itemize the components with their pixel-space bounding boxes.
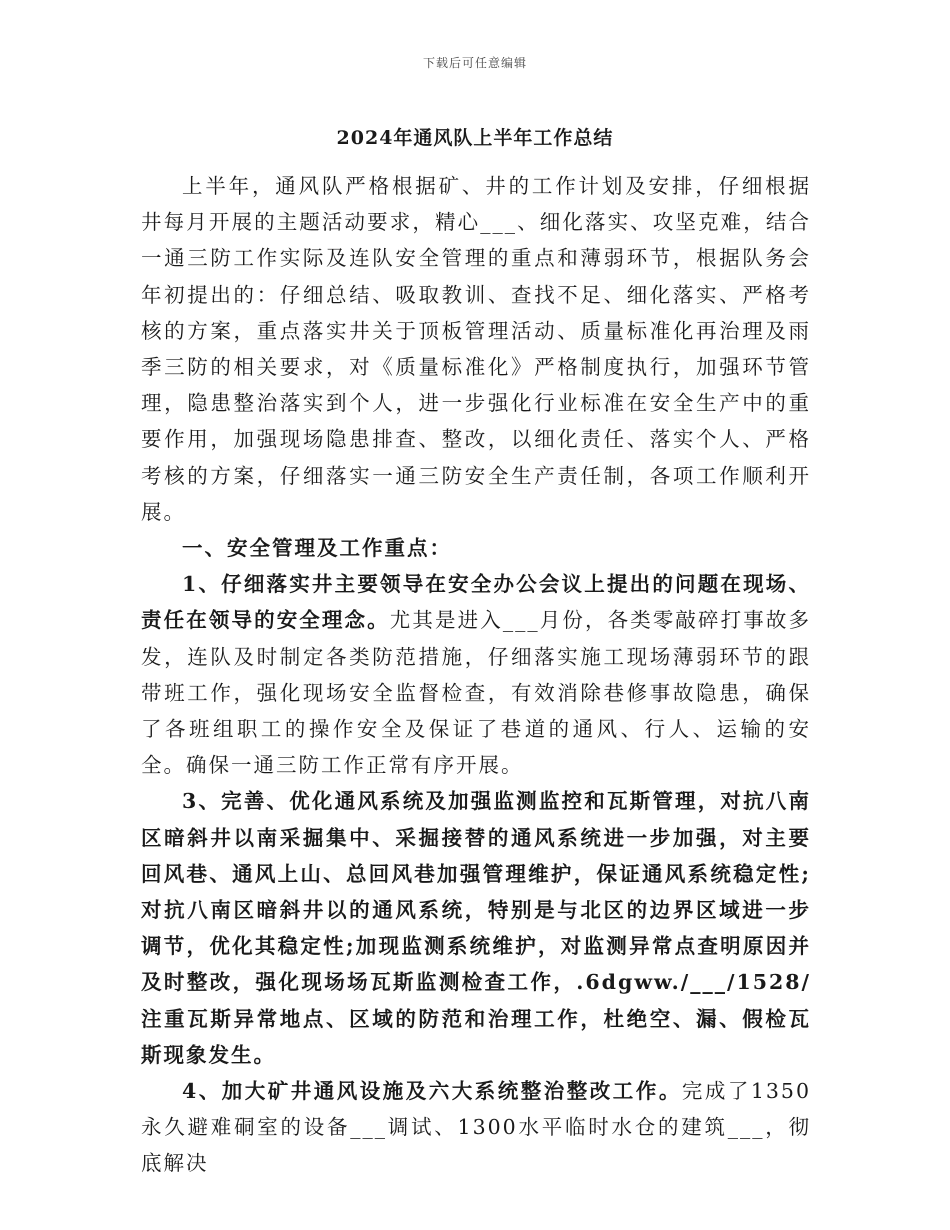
document-body <box>141 168 811 1182</box>
section-heading-text: 一、安全管理及工作重点： <box>182 536 452 561</box>
paragraph-item-3 <box>141 783 811 1073</box>
paragraph-lead: 1、仔细落实井主要领导在安全办公会议上提出的问题在现场、责任在领导的安全理念。 <box>141 572 811 633</box>
paragraph-intro <box>141 168 811 530</box>
document-title: 2024年通风队上半年工作总结 <box>336 127 614 149</box>
paragraph-text: 尤其是进入___月份，各类零敲碎打事故多发，连队及时制定各类防范措施，仔细落实施工现场薄弱环节的跟带班工作，强化现场安全监督检查，有效消除巷修事故隐患，确保了各班组职工的操作安全及保证了巷道的通风、行人、运输的安全。确保一通三防工作正常有序开展。 <box>141 608 812 778</box>
paragraph-item-4 <box>141 1073 811 1182</box>
paragraph-text: 完成了1350永久避难硐室的设备___调试、1300水平临时水仓的建筑___，彻底解决 <box>141 1079 812 1176</box>
header-note: 下载后可任意编辑 <box>422 56 527 70</box>
section-heading <box>141 530 811 566</box>
paragraph-lead: 4、加大矿井通风设施及六大系统整治整改工作。 <box>182 1079 682 1104</box>
paragraph-text: 上半年，通风队严格根据矿、井的工作计划及安排，仔细根据井每月开展的主题活动要求，精心___、细化落实、攻坚克难，结合一通三防工作实际及连队安全管理的重点和薄弱环节，根据队务会年初提出的：仔细总结、吸取教训、查找不足、细化落实、严格考核的方案，重点落实井关于顶板管理活动、质量标准化再治理及雨季三防的相关要求，对《质量标准化》严格制度执行，加强环节管理，隐患整治落实到个人，进一步强化行业标准在安全生产中的重要作用，加强现场隐患排查、整改，以细化责任、落实个人、严格考核的方案，仔细落实一通三防安全生产责任制，各项工作顺利开展。 <box>141 174 811 524</box>
paragraph-item-1 <box>141 566 811 783</box>
paragraph-lead: 3、完善、优化通风系统及加强监测监控和瓦斯管理，对抗八南区暗斜井以南采掘集中、采掘接替的通风系统进一步加强，对主要回风巷、通风上山、总回风巷加强管理维护，保证通风系统稳定性;对抗八南区暗斜井以的通风系统，特别是与北区的边界区域进一步调节，优化其稳定性;加现监测系统维护，对监测异常点查明原因并及时整改，强化现场场瓦斯监测检查工作，.6dgww./___/1528/注重瓦斯异常地点、区域的防范和治理工作，杜绝空、漏、假检瓦斯现象发生。 <box>141 789 811 1067</box>
